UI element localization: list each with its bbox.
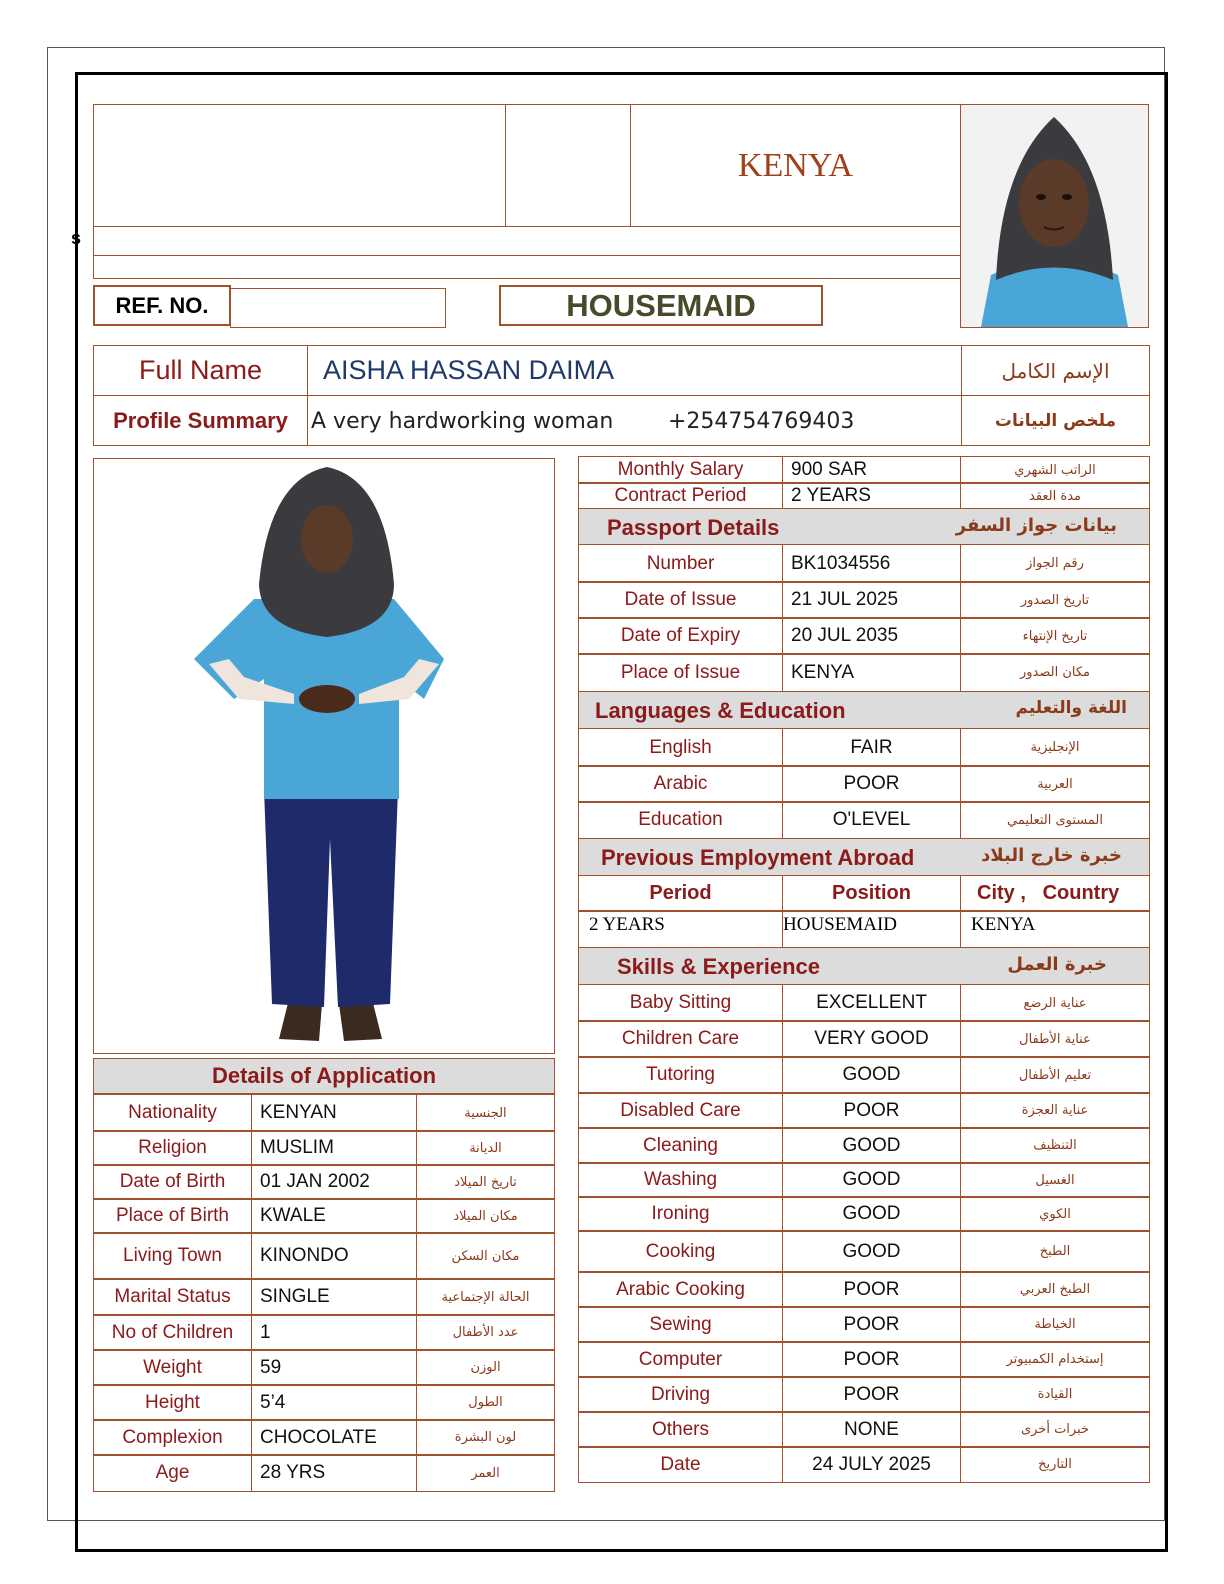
ref-no-field — [230, 288, 446, 328]
skill-row — [578, 1306, 1149, 1342]
skill-value: GOOD — [782, 1127, 961, 1164]
application-label: No of Children — [93, 1314, 252, 1351]
application-row — [93, 1454, 554, 1491]
employment-title: Previous Employment Abroad — [601, 845, 915, 870]
skills-title-ar: خبرة العمل — [1007, 954, 1107, 975]
skill-value: POOR — [782, 1271, 961, 1308]
skill-row — [578, 984, 1149, 1021]
passport-row — [578, 617, 1149, 654]
full-name-value: AISHA HASSAN DAIMA — [307, 345, 962, 396]
application-label: Marital Status — [93, 1278, 252, 1316]
language-value: FAIR — [782, 728, 961, 767]
skill-label: Arabic Cooking — [578, 1271, 783, 1308]
contract-label: Monthly Salary — [578, 456, 783, 484]
language-label-ar: المستوى التعليمي — [960, 801, 1150, 839]
passport-value: BK1034556 — [782, 544, 961, 583]
language-value: POOR — [782, 765, 961, 803]
application-label-ar: الحالة الإجتماعية — [416, 1278, 555, 1316]
skills-title: Skills & Experience — [617, 954, 820, 979]
application-row — [93, 1278, 554, 1315]
skill-label-ar: عناية الأطفال — [960, 1020, 1150, 1058]
skill-label: Baby Sitting — [578, 984, 783, 1022]
passport-value: 20 JUL 2035 — [782, 617, 961, 655]
application-value: KWALE — [251, 1198, 417, 1234]
passport-label-ar: مكان الصدور — [960, 653, 1150, 692]
skill-value: POOR — [782, 1092, 961, 1129]
application-row — [93, 1384, 554, 1420]
passport-header — [578, 508, 1150, 545]
phone-number: +254754769403 — [668, 409, 855, 434]
skill-value: GOOD — [782, 1056, 961, 1094]
contract-value: 900 SAR — [782, 456, 961, 484]
application-row — [93, 1094, 554, 1131]
application-label-ar: العمر — [416, 1454, 555, 1492]
application-label: Religion — [93, 1130, 252, 1166]
application-value: 5’4 — [251, 1384, 417, 1421]
skill-label-ar: التنظيف — [960, 1127, 1150, 1164]
skill-label-ar: خبرات أخرى — [960, 1411, 1150, 1448]
headshot-photo — [960, 104, 1149, 328]
application-label-ar: مكان السكن — [416, 1232, 555, 1280]
skill-value: GOOD — [782, 1230, 961, 1273]
application-value: KENYAN — [251, 1094, 417, 1132]
application-value: KINONDO — [251, 1232, 417, 1280]
contract-label-ar: مدة العقد — [960, 482, 1150, 510]
employment-col-position: Position — [782, 875, 961, 912]
application-value: 1 — [251, 1314, 417, 1351]
skill-label-ar: الكوي — [960, 1196, 1150, 1232]
skill-label-ar: الطبخ — [960, 1230, 1150, 1273]
passport-value: 21 JUL 2025 — [782, 581, 961, 619]
language-row — [578, 801, 1149, 838]
application-value: 59 — [251, 1349, 417, 1386]
profile-summary-value — [307, 395, 962, 446]
full-body-photo — [93, 458, 555, 1054]
contract-value: 2 YEARS — [782, 482, 961, 510]
language-label: Education — [578, 801, 783, 839]
contract-row — [578, 456, 1149, 483]
skill-row — [578, 1056, 1149, 1093]
application-label: Complexion — [93, 1419, 252, 1456]
skill-label-ar: عناية الرضع — [960, 984, 1150, 1022]
skill-row — [578, 1020, 1149, 1057]
language-row — [578, 728, 1149, 766]
application-label-ar: الجنسية — [416, 1094, 555, 1132]
passport-label-ar: تاريخ الإنتهاء — [960, 617, 1150, 655]
application-label-ar: عدد الأطفال — [416, 1314, 555, 1351]
language-row — [578, 765, 1149, 802]
skill-label: Cooking — [578, 1230, 783, 1273]
skill-label-ar: إستخدام الكمبيوتر — [960, 1341, 1150, 1378]
application-label-ar: الوزن — [416, 1349, 555, 1386]
application-value: 28 YRS — [251, 1454, 417, 1492]
profile-summary-label-ar: ملخص البيانات — [961, 395, 1150, 446]
application-row — [93, 1130, 554, 1165]
skill-label: Children Care — [578, 1020, 783, 1058]
application-row — [93, 1198, 554, 1233]
language-label-ar: العربية — [960, 765, 1150, 803]
skill-value: POOR — [782, 1306, 961, 1343]
application-row — [93, 1419, 554, 1455]
language-label-ar: الإنجليزية — [960, 728, 1150, 767]
skill-row — [578, 1271, 1149, 1307]
skill-row — [578, 1411, 1149, 1447]
skill-label-ar: الطبخ العربي — [960, 1271, 1150, 1308]
application-value: CHOCOLATE — [251, 1419, 417, 1456]
application-row — [93, 1164, 554, 1199]
application-label: Height — [93, 1384, 252, 1421]
employment-row — [578, 910, 1150, 948]
header-strip-2 — [93, 255, 961, 279]
skill-label-ar: التاريخ — [960, 1446, 1150, 1483]
summary-text: A very hardworking woman — [311, 409, 614, 434]
skill-value: GOOD — [782, 1196, 961, 1232]
application-row — [93, 1232, 554, 1279]
passport-label: Date of Expiry — [578, 617, 783, 655]
application-label-ar: الطول — [416, 1384, 555, 1421]
application-row — [93, 1349, 554, 1385]
language-label: Arabic — [578, 765, 783, 803]
skill-row — [578, 1230, 1149, 1272]
employment-col-place: City , Country — [960, 875, 1150, 912]
full-name-label-ar: الإسم الكامل — [961, 345, 1150, 396]
skill-value: POOR — [782, 1341, 961, 1378]
languages-title: Languages & Education — [595, 698, 846, 723]
contract-label: Contract Period — [578, 482, 783, 510]
skill-row — [578, 1092, 1149, 1128]
skill-value: POOR — [782, 1376, 961, 1413]
application-label: Nationality — [93, 1094, 252, 1132]
skill-value: VERY GOOD — [782, 1020, 961, 1058]
skill-row — [578, 1446, 1149, 1482]
skill-row — [578, 1196, 1149, 1231]
skill-label: Cleaning — [578, 1127, 783, 1164]
languages-header — [578, 691, 1150, 729]
skill-label-ar: تعليم الأطفال — [960, 1056, 1150, 1094]
header-strip-1 — [93, 226, 961, 256]
skill-label: Disabled Care — [578, 1092, 783, 1129]
employment-period: 2 YEARS — [578, 910, 783, 949]
passport-row — [578, 544, 1149, 582]
application-value: MUSLIM — [251, 1130, 417, 1166]
skill-label: Tutoring — [578, 1056, 783, 1094]
contract-label-ar: الراتب الشهري — [960, 456, 1150, 484]
application-label: Place of Birth — [93, 1198, 252, 1234]
passport-label-ar: رقم الجواز — [960, 544, 1150, 583]
skill-label: Washing — [578, 1162, 783, 1198]
country-title: KENYA — [630, 104, 961, 227]
skill-label: Date — [578, 1446, 783, 1483]
passport-row — [578, 653, 1149, 691]
employment-header — [578, 838, 1150, 876]
application-value: 01 JAN 2002 — [251, 1164, 417, 1200]
employment-position: HOUSEMAID — [782, 910, 961, 949]
skill-label-ar: الغسيل — [960, 1162, 1150, 1198]
passport-title-ar: بيانات جواز السفر — [955, 515, 1117, 536]
application-row — [93, 1314, 554, 1350]
employment-place: KENYA — [960, 910, 1150, 949]
profile-summary-label: Profile Summary — [93, 395, 308, 446]
stray-mark: s — [71, 228, 82, 248]
ref-no-label: REF. NO. — [93, 285, 231, 326]
skill-label-ar: عناية العجزة — [960, 1092, 1150, 1129]
skill-label: Ironing — [578, 1196, 783, 1232]
skill-label: Sewing — [578, 1306, 783, 1343]
passport-label: Date of Issue — [578, 581, 783, 619]
passport-row — [578, 581, 1149, 618]
skill-label-ar: القيادة — [960, 1376, 1150, 1413]
application-label: Age — [93, 1454, 252, 1492]
contract-row — [578, 482, 1149, 509]
position-title: HOUSEMAID — [499, 285, 823, 326]
skill-row — [578, 1162, 1149, 1197]
header-box-mid — [505, 104, 631, 227]
skill-row — [578, 1127, 1149, 1163]
application-header: Details of Application — [93, 1058, 555, 1094]
skill-value: EXCELLENT — [782, 984, 961, 1022]
skill-label: Others — [578, 1411, 783, 1448]
application-label: Living Town — [93, 1232, 252, 1280]
skill-row — [578, 1376, 1149, 1412]
passport-label-ar: تاريخ الصدور — [960, 581, 1150, 619]
header-box-left — [93, 104, 506, 227]
language-value: O'LEVEL — [782, 801, 961, 839]
skill-row — [578, 1341, 1149, 1377]
passport-title: Passport Details — [607, 515, 780, 540]
skills-header — [578, 947, 1150, 985]
skill-value: NONE — [782, 1411, 961, 1448]
passport-value: KENYA — [782, 653, 961, 692]
application-label: Weight — [93, 1349, 252, 1386]
language-label: English — [578, 728, 783, 767]
passport-label: Place of Issue — [578, 653, 783, 692]
application-label-ar: مكان الميلاد — [416, 1198, 555, 1234]
languages-title-ar: اللغة والتعليم — [1015, 698, 1127, 718]
skill-value: GOOD — [782, 1162, 961, 1198]
full-name-label: Full Name — [93, 345, 308, 396]
application-value: SINGLE — [251, 1278, 417, 1316]
employment-columns — [578, 875, 1150, 911]
skill-value: 24 JULY 2025 — [782, 1446, 961, 1483]
employment-title-ar: خبرة خارج البلاد — [981, 845, 1122, 866]
skill-label: Computer — [578, 1341, 783, 1378]
application-label-ar: لون البشرة — [416, 1419, 555, 1456]
application-label-ar: الديانة — [416, 1130, 555, 1166]
application-label: Date of Birth — [93, 1164, 252, 1200]
application-label-ar: تاريخ الميلاد — [416, 1164, 555, 1200]
skill-label: Driving — [578, 1376, 783, 1413]
employment-col-period: Period — [578, 875, 783, 912]
skill-label-ar: الخياطة — [960, 1306, 1150, 1343]
passport-label: Number — [578, 544, 783, 583]
